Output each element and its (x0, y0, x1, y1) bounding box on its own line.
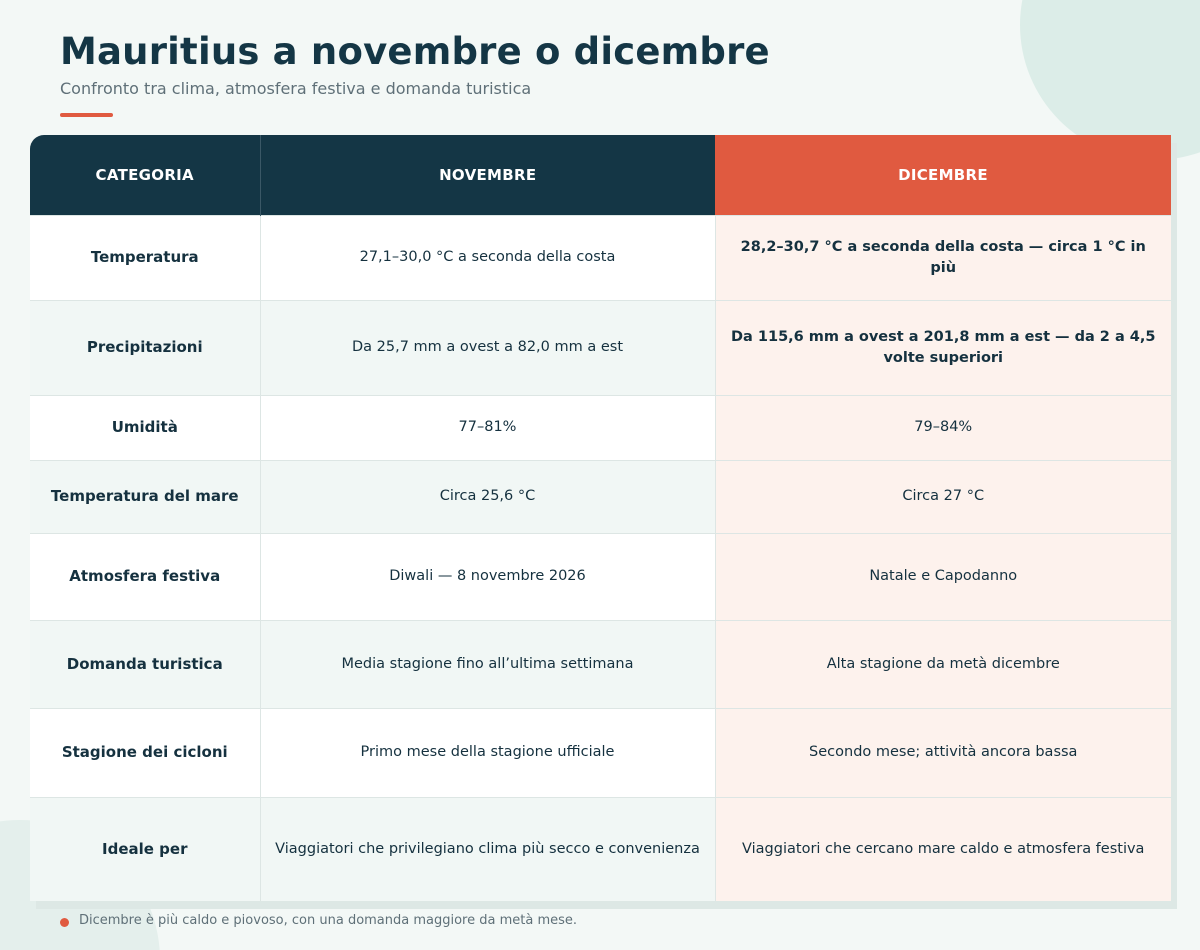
row-december-cell: Viaggiatori che cercano mare caldo e atmosfera festiva (715, 797, 1171, 901)
table-row (30, 533, 1171, 620)
table-row (30, 708, 1171, 797)
row-december-cell: Natale e Capodanno (715, 533, 1171, 620)
row-november-cell: Media stagione fino all’ultima settimana (260, 620, 715, 708)
row-december-cell: 79–84% (715, 395, 1171, 460)
table-row (30, 300, 1171, 395)
footnote (60, 913, 577, 928)
row-category-cell: Ideale per (30, 797, 260, 901)
row-november-cell: Circa 25,6 °C (260, 460, 715, 533)
page-title: Mauritius a novembre o dicembre (60, 30, 770, 73)
row-november-cell: 77–81% (260, 395, 715, 460)
row-december-cell: Secondo mese; attività ancora bassa (715, 708, 1171, 797)
table-row (30, 797, 1171, 901)
row-december-cell: Alta stagione da metà dicembre (715, 620, 1171, 708)
table-row (30, 395, 1171, 460)
row-category-cell: Temperatura (30, 215, 260, 300)
title-accent-bar (60, 113, 113, 117)
column-header-november: NOVEMBRE (260, 135, 715, 215)
page-subtitle: Confronto tra clima, atmosfera festiva e domanda turistica (60, 79, 532, 98)
row-category-cell: Stagione dei cicloni (30, 708, 260, 797)
comparison-table (30, 135, 1171, 901)
row-category-cell: Atmosfera festiva (30, 533, 260, 620)
row-december-cell: 28,2–30,7 °C a seconda della costa — circa 1 °C in più (715, 215, 1171, 300)
row-november-cell: Diwali — 8 novembre 2026 (260, 533, 715, 620)
row-november-cell: 27,1–30,0 °C a seconda della costa (260, 215, 715, 300)
row-december-cell: Da 115,6 mm a ovest a 201,8 mm a est — da 2 a 4,5 volte superiori (715, 300, 1171, 395)
table-row (30, 215, 1171, 300)
row-december-cell: Circa 27 °C (715, 460, 1171, 533)
comparison-table-card (30, 135, 1171, 901)
footnote-bullet-icon (60, 918, 69, 927)
footnote-text: Dicembre è più caldo e piovoso, con una domanda maggiore da metà mese. (79, 913, 578, 928)
column-header-december: DICEMBRE (715, 135, 1171, 215)
row-november-cell: Primo mese della stagione ufficiale (260, 708, 715, 797)
row-category-cell: Precipitazioni (30, 300, 260, 395)
row-november-cell: Viaggiatori che privilegiano clima più secco e convenienza (260, 797, 715, 901)
row-category-cell: Temperatura del mare (30, 460, 260, 533)
table-row (30, 620, 1171, 708)
row-category-cell: Umidità (30, 395, 260, 460)
column-header-category: CATEGORIA (30, 135, 260, 215)
row-november-cell: Da 25,7 mm a ovest a 82,0 mm a est (260, 300, 715, 395)
table-header-row (30, 135, 1171, 215)
table-row (30, 460, 1171, 533)
row-category-cell: Domanda turistica (30, 620, 260, 708)
